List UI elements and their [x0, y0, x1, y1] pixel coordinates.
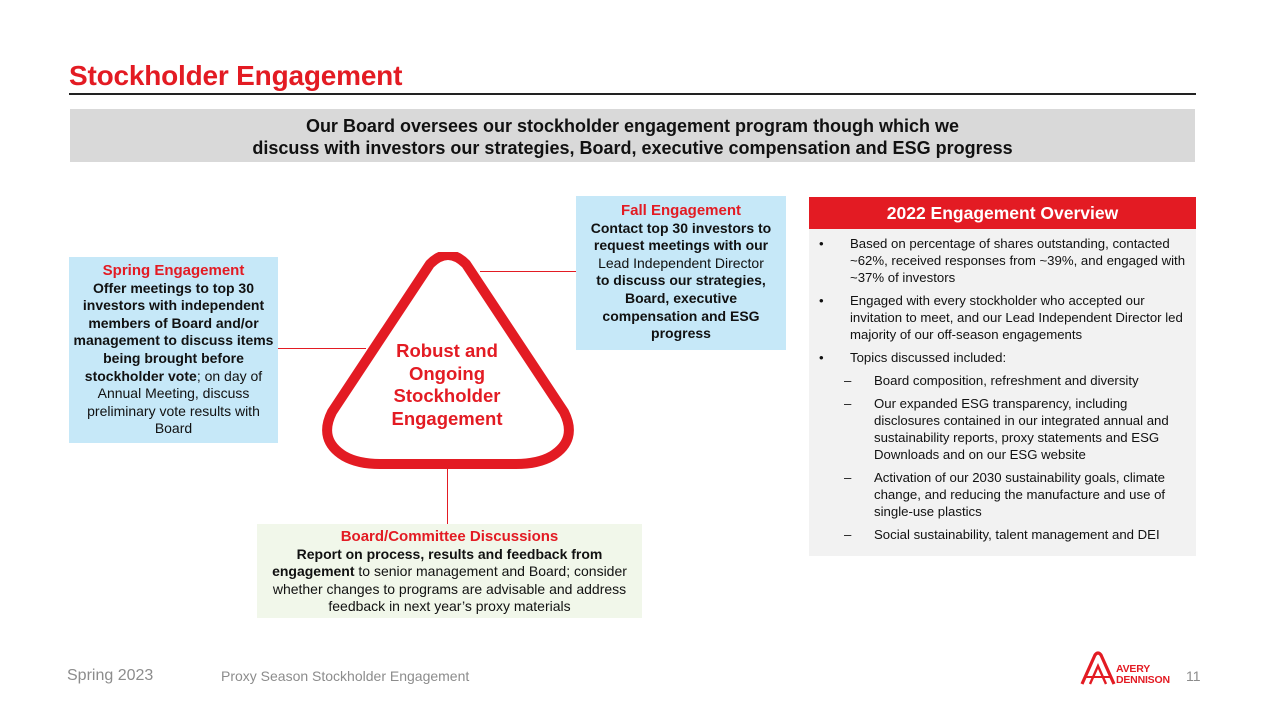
footer-season: Spring 2023 [67, 667, 154, 684]
bullet-marker: • [819, 293, 824, 308]
fall-body [576, 220, 786, 343]
board-body [257, 546, 642, 616]
dash-marker: – [844, 527, 852, 542]
fall-engagement-box [576, 196, 786, 350]
bullet-marker: • [819, 350, 824, 365]
fall-heading: Fall Engagement [620, 202, 742, 219]
fall-bold-text-1: Contact top 30 investors to request meetings with our [590, 219, 772, 254]
spring-engagement-box [69, 257, 278, 443]
connector-board [447, 466, 448, 524]
dash-marker: – [844, 470, 852, 485]
overview-list [809, 229, 1196, 543]
overview-heading: 2022 Engagement Overview [809, 197, 1196, 229]
board-heading: Board/Committee Discussions [340, 528, 559, 545]
logo-line-1: AVERY [1116, 663, 1151, 675]
triangle-label [372, 340, 522, 430]
list-item: • Topics discussed included: [819, 350, 1007, 365]
board-bold-text: Report on process, results and feedback from engagement [272, 545, 603, 580]
footer-subtitle: Proxy Season Stockholder Engagement [221, 668, 470, 684]
board-rest-text: to senior management and Board; consider whether changes to programs are advisable and address feedback in next year’s proxy materials [272, 563, 627, 615]
dash-marker: – [844, 373, 852, 388]
title-divider [69, 93, 1196, 95]
spring-heading: Spring Engagement [102, 262, 245, 279]
triangle-label-line-2: Ongoing [408, 362, 486, 384]
banner-line-2: discuss with investors our strategies, Board, executive compensation and ESG progress [252, 138, 1013, 158]
sub-list-item: – Activation of our 2030 sustainability goals, climate change, and reducing the manufacture and use of single-use plastics [844, 470, 1166, 519]
list-item: • Engaged with every stockholder who accepted our invitation to meet, and our Lead Independent Director led majority of our off-season engagements [819, 293, 1183, 342]
sub-list-item: – Our expanded ESG transparency, including disclosures contained in our integrated annual and sustainability reports, proxy statements and ESG Downloads and on our ESG website [844, 396, 1169, 462]
engagement-overview-panel [809, 197, 1196, 556]
spring-bold-text: Offer meetings to top 30 investors with independent members of Board and/or management to discuss items being brought before stockholder vote [73, 279, 274, 384]
banner-line-1: Our Board oversees our stockholder engagement program though which we [305, 116, 960, 136]
triangle-label-line-3: Stockholder [393, 385, 501, 406]
dash-marker: – [844, 396, 852, 411]
spring-rest-text: ; on day of Annual Meeting, discuss preliminary vote results with Board [87, 367, 263, 437]
list-item: • Based on percentage of shares outstanding, contacted ~62%, received responses from ~39%, and engaged with ~37% of investors [819, 236, 1186, 285]
sub-list-item: – Board composition, refreshment and diversity [844, 373, 1139, 388]
sub-list-item: – Social sustainability, talent management and DEI [844, 527, 1160, 542]
triangle-label-line-1: Robust and [396, 340, 498, 361]
logo-line-2: DENNISON [1116, 674, 1170, 686]
page-title: Stockholder Engagement [69, 60, 403, 91]
fall-normal-text: Lead Independent Director [598, 254, 764, 271]
fall-bold-text-2: to discuss our strategies, Board, executive compensation and ESG progress [596, 272, 766, 342]
bullet-marker: • [819, 236, 824, 251]
page-number: 11 [1186, 668, 1201, 684]
board-discussions-box [257, 524, 642, 618]
triangle-label-line-4: Engagement [391, 407, 503, 429]
logo-wordmark [1116, 664, 1170, 686]
spring-body [69, 280, 278, 438]
summary-banner [70, 109, 1195, 162]
